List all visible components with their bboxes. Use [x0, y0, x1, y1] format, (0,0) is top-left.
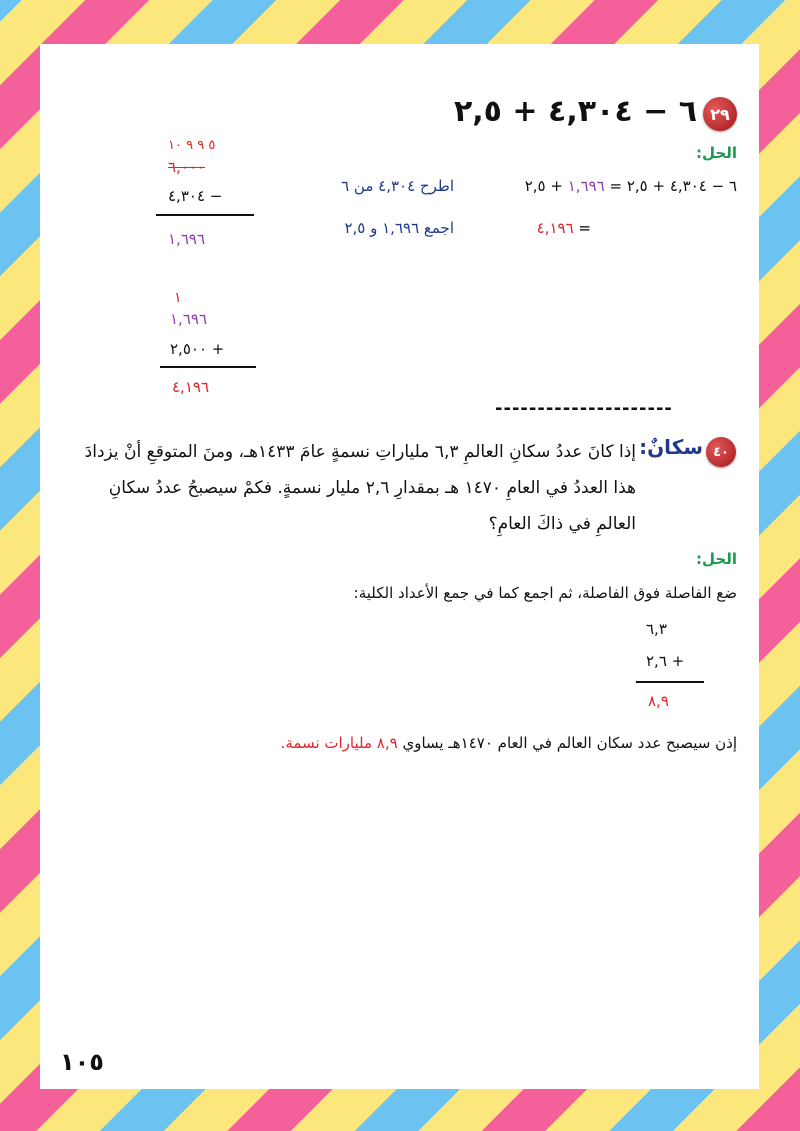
- q40-answer: [281, 734, 737, 752]
- q29-step1: [525, 177, 737, 195]
- q29-step1-note: اطرح ٤,٣٠٤ من ٦: [341, 177, 454, 195]
- question-40-badge: ٤٠: [706, 437, 736, 467]
- q29-top-number: ٦,٠٠٠: [168, 158, 205, 176]
- question-29-badge: ٢٩: [703, 97, 737, 131]
- q40-answer-value: ٨,٩ مليارات نسمة.: [280, 734, 398, 752]
- q29-step1-tail: + ٢,٥: [524, 177, 563, 195]
- page: [40, 44, 759, 1089]
- q40-add-result: ٨,٩: [648, 692, 669, 710]
- q29-step2-result: ٤,١٩٦: [536, 219, 574, 237]
- q40-add-line: [636, 681, 704, 683]
- q40-add-first: ٦,٣: [646, 620, 667, 638]
- q29-step2-note: اجمع ١,٦٩٦ و ٢,٥: [344, 219, 454, 237]
- q29-step2-eq: =: [578, 219, 591, 237]
- q40-instruction: ضع الفاصلة فوق الفاصلة، ثم اجمع كما في جمع الأعداد الكلية:: [353, 584, 737, 602]
- q29-add-first: ١,٦٩٦: [170, 310, 207, 328]
- question-40-text: إذا كانَ عددُ سكانِ العالمِ ٦,٣ ملياراتِ نسمةٍ عامَ ١٤٣٣هـ، ومنَ المتوقعِ أنْ يزدادَ هذا العددُ في العامِ ١٤٧٠ هـ بمقدارِ ٢,٦ مليار نسمةٍ. فكمْ سيصبحُ عددُ سكانِ العالمِ في ذاكَ العامِ؟: [84, 442, 636, 534]
- q29-step1-mid: ١,٦٩٦: [567, 177, 605, 195]
- q29-carry: ١: [174, 290, 182, 306]
- q40-answer-prefix: إذن سيصبح عدد سكان العالم في العام ١٤٧٠هـ يساوي: [402, 734, 737, 752]
- q29-sub-result: ١,٦٩٦: [168, 230, 205, 248]
- question-29-expression: ٦ − ٤,٣٠٤ + ٢,٥: [453, 94, 697, 129]
- question-40-title: سكانٌ:: [639, 435, 703, 459]
- q29-step2: [537, 219, 591, 237]
- dashed-separator: ---------------------: [495, 398, 673, 419]
- q29-add-line: [160, 366, 256, 368]
- q29-solution-label: الحل:: [696, 144, 737, 162]
- q29-minuend: ٤,٣٠٤ −: [168, 187, 223, 205]
- q29-step1-lhs: ٦ − ٤,٣٠٤ + ٢,٥ =: [609, 177, 737, 195]
- q40-add-second: ٢,٦ +: [646, 652, 685, 670]
- q29-borrow-digits: ٥ ٩ ٩ ١٠: [168, 138, 216, 153]
- q29-add-second: ٢,٥٠٠ +: [170, 340, 225, 358]
- q29-sub-line: [156, 214, 254, 216]
- page-number: ١٠٥: [60, 1048, 104, 1076]
- q29-add-result: ٤,١٩٦: [172, 378, 209, 396]
- q40-solution-label: الحل:: [696, 550, 737, 568]
